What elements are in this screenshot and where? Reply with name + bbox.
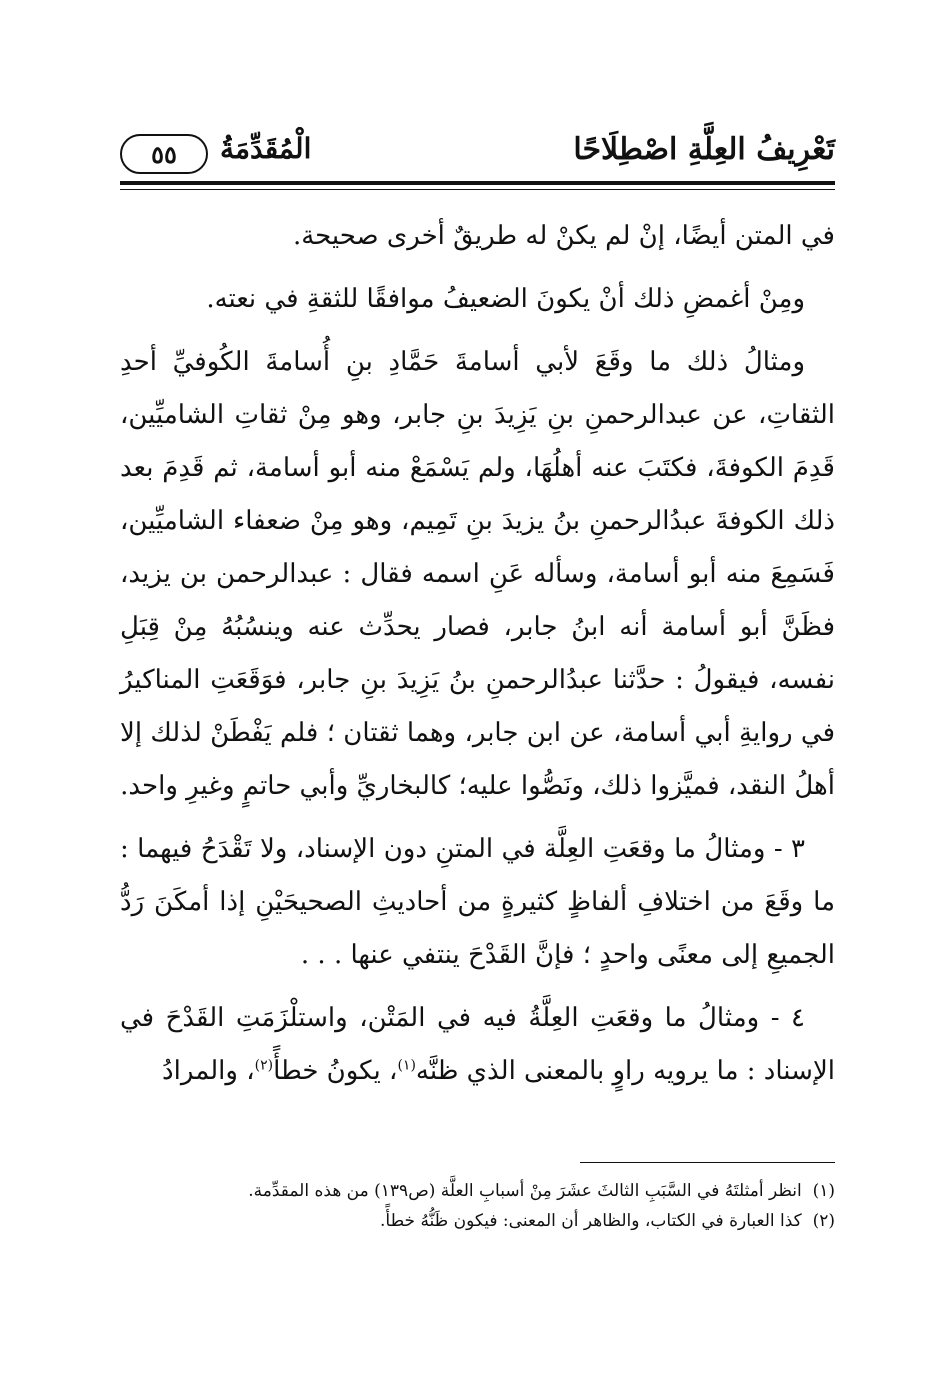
paragraph-5-part-c: ، والمرادُ [162,1056,255,1086]
footnote-1 [120,1176,835,1206]
main-text [120,210,835,1098]
footnote-1-number: (١) [812,1181,835,1201]
footnote-ref-2: (٢) [254,1057,274,1074]
header-divider [120,181,835,190]
footnotes [120,1176,835,1236]
chapter-title: تَعْرِيفُ العِلَّةِ اصْطِلَاحًا [573,132,835,167]
footnote-2 [120,1206,835,1236]
footnote-1-text: انظر أمثلتَهُ في السَّبَبِ الثالثَ عشَرَ مِنْ أسبابِ العلَّة (ص١٣٩) من هذه المقدِّمة. [248,1181,802,1201]
footnote-2-text: كذا العبارة في الكتاب، والظاهر أن المعنى: فيكون ظَنُّهُ خطأً. [380,1211,802,1231]
footnote-2-number: (٢) [812,1211,835,1231]
paragraph-5-part-b: ، يكونُ خطأً [273,1056,398,1086]
paragraph-1: في المتن أيضًا، إنْ لم يكنْ له طريقٌ أخرى صحيحة. [292,221,835,251]
page-number-badge: ٥٥ [120,134,208,174]
page-header [120,128,835,178]
paragraph-2: ومِنْ أغمضِ ذلك أنْ يكونَ الضعيفُ موافقًا للثقةِ في نعته. [206,284,805,314]
section-title: الْمُقَدِّمَةُ [220,132,312,165]
paragraph-5 [120,992,835,1098]
paragraph-4: ٣ - ومثالُ ما وقعَتِ العِلَّة في المتنِ دون الإسناد، ولا تَقْدَحُ فيهما : ما وقَعَ من اختلافِ ألفاظٍ كثيرةٍ من أحاديثِ الصحيحَيْنِ إذا أمكَنَ رَدُّ الجميعِ إلى معنًى واحدٍ ؛ فإنَّ القَدْحَ ينتفي عنها . . . [120,834,835,970]
paragraph-5-part-a: ٤ - ومثالُ ما وقعَتِ العِلَّةُ فيه في المَتْن، واستلْزَمَتِ القَدْحَ في الإسناد : ما يرويه راوٍ بالمعنى الذي ظنَّه [120,1003,835,1086]
footnote-divider [580,1162,835,1163]
paragraph-3: ومثالُ ذلك ما وقَعَ لأبي أسامةَ حَمَّادِ بنِ أُسامةَ الكُوفيِّ أحدِ الثقاتِ، عن عبدالرحمنِ بنِ يَزِيدَ بنِ جابر، وهو مِنْ ثقاتِ الشاميِّين، قَدِمَ الكوفةَ، فكتَبَ عنه أهلُهَا، ولم يَسْمَعْ منه أبو أسامة، ثم قَدِمَ بعد ذلك الكوفةَ عبدُالرحمنِ بنُ يزيدَ بنِ تَمِيم، وهو مِنْ ضعفاء الشاميِّين، فَسَمِعَ منه أبو أسامة، وسأله عَنِ اسمه فقال : عبدالرحمن بن يزيد، فظَنَّ أبو أسامة أنه ابنُ جابر، فصار يحدِّث عنه وينسُبُهُ مِنْ قِبَلِ نفسه، فيقولُ : حدَّثنا عبدُالرحمنِ بنُ يَزِيدَ بنِ جابر، فوَقَعَتِ المناكيرُ في روايةِ أبي أسامة، عن ابن جابر، وهما ثقتان ؛ فلم يَفْطَنْ لذلك إلا أهلُ النقد، فميَّزوا ذلك، ونَصُّوا عليه؛ كالبخاريِّ وأبي حاتمٍ وغيرِ واحد. [120,347,835,801]
footnote-ref-1: (١) [397,1057,416,1074]
